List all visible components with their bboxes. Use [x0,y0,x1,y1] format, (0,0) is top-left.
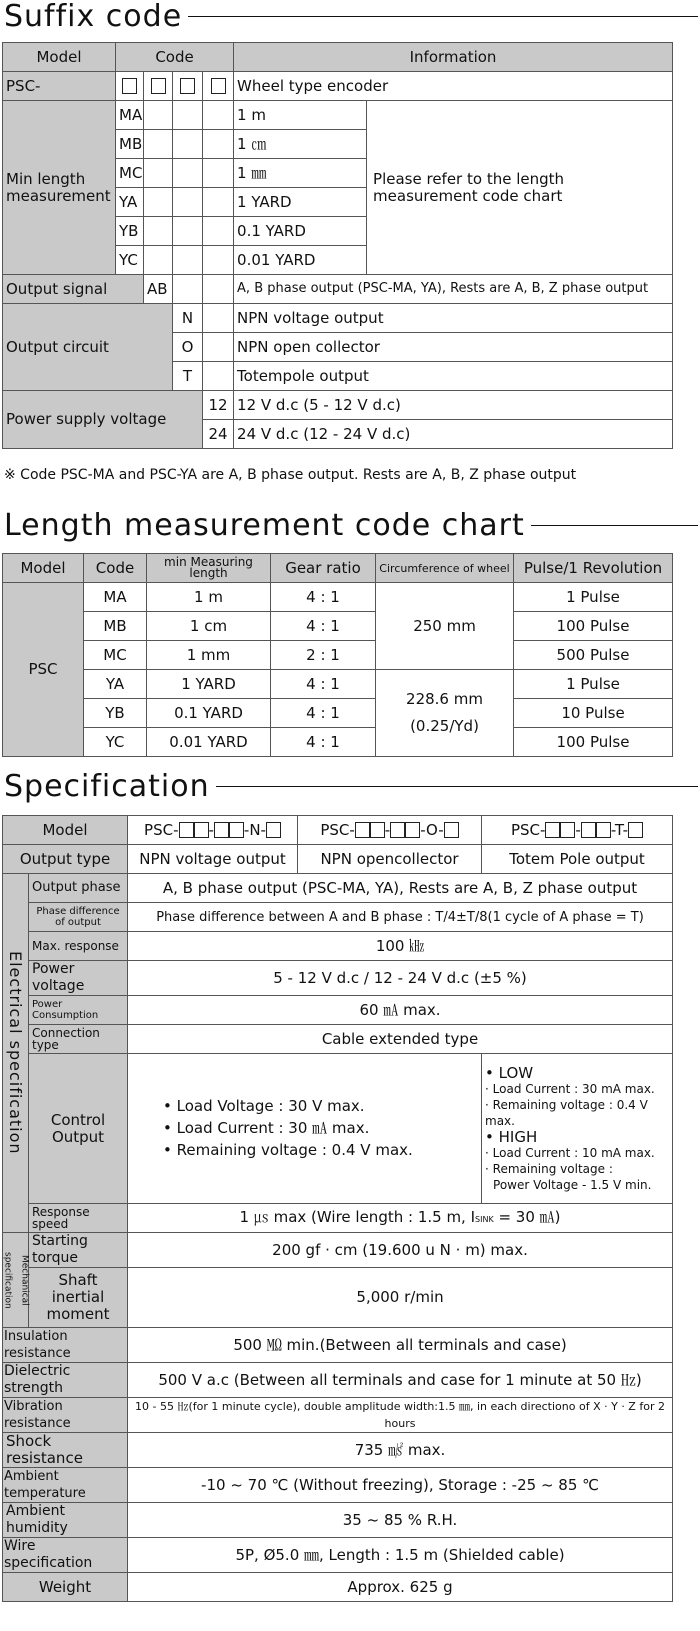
output-type-npn-voltage: NPN voltage output [128,845,298,874]
connection-type-label: Connection type [29,1025,128,1054]
lc-header-code: Code [84,554,147,583]
response-speed-sub: SINK [475,1214,494,1224]
suffix-code-heading [0,0,700,32]
length-chart-table [2,553,673,757]
code-n: N [173,304,203,333]
suffix-header-row [3,43,673,72]
lc-gear: 4 : 1 [271,612,376,641]
lc-code: YB [84,699,147,728]
value-ma: 1 m [234,101,367,130]
starting-torque-value: 200 gf · cm (19.600 u N · m) max. [128,1233,673,1268]
value-n: NPN voltage output [234,304,673,333]
insulation-value: 500 ㏁ min.(Between all terminals and case) [128,1328,673,1363]
lc-header-length: min Measuring length [147,554,271,583]
code-box [596,822,611,838]
totem-line: · Load Current : 10 mA max. [485,1145,655,1160]
totem-line: • HIGH [485,1127,538,1146]
value-24: 24 V d.c (12 - 24 V d.c) [234,420,673,449]
shaft-label-1: Shaft inertial [51,1271,105,1306]
lc-gear: 4 : 1 [271,728,376,757]
shaft-inertial-value: 5,000 r/min [128,1268,673,1328]
lc-pulse: 10 Pulse [514,699,673,728]
lc-length: 1 m [147,583,271,612]
psc-row [3,72,673,101]
totem-line: · Remaining voltage : 0.4 V max. [485,1097,648,1128]
code-ya: YA [116,188,144,217]
spec-model-label: Model [3,816,128,845]
connection-type-value: Cable extended type [128,1025,673,1054]
control-output-label [29,1054,128,1204]
lc-code: YA [84,670,147,699]
value-mc: 1 ㎜ [234,159,367,188]
output-circuit-label: Output circuit [3,304,173,391]
code-yb: YB [116,217,144,246]
lc-length: 0.01 YARD [147,728,271,757]
insulation-label: Insulation resistance [3,1328,128,1363]
min-length-note: Please refer to the length measurement code chart [367,101,673,275]
lc-length: 1 YARD [147,670,271,699]
value-12: 12 V d.c (5 - 12 V d.c) [234,391,673,420]
heading-rule [188,16,698,17]
ambient-temp-value: -10 ~ 70 ℃ (Without freezing), Storage : -25 ~ 85 ℃ [128,1468,673,1503]
ambient-temp-label: Ambient temperature [3,1468,128,1503]
code-box [390,822,405,838]
length-chart-heading [0,507,700,543]
power-voltage-label: Power voltage [29,961,128,996]
code-24: 24 [203,420,234,449]
output-phase-value: A, B phase output (PSC-MA, YA), Rests are A, B, Z phase output [128,874,673,903]
lc-pulse: 100 Pulse [514,612,673,641]
length-chart-title: Length measurement code chart [4,507,525,543]
code-box [370,822,385,838]
totem-line: · Load Current : 30 mA max. [485,1081,655,1096]
code-box [211,78,226,94]
vibration-label: Vibration resistance [3,1398,128,1433]
code-12: 12 [203,391,234,420]
lc-length: 1 mm [147,641,271,670]
output-signal-info: A, B phase output (PSC-MA, YA), Rests are A, B, Z phase output [234,275,673,304]
heading-rule [216,786,698,787]
response-speed-label: Response speed [29,1204,128,1233]
suffix-code-title: Suffix code [4,0,183,34]
totem-line: Power Voltage - 1.5 V min. [493,1177,652,1192]
model-prefix: PSC- [144,820,179,839]
mechanical-spec-label: Mechanical specification [3,1233,29,1328]
code-box [560,822,575,838]
phase-diff-value: Phase difference between A and B phase : T/4±T/8(1 cycle of A phase = T) [128,903,673,932]
wire-spec-value: 5P, Ø5.0 ㎜, Length : 1.5 m (Shielded cable) [128,1538,673,1573]
lc-pulse: 1 Pulse [514,670,673,699]
specification-title: Specification [4,768,210,804]
model-suffix: -T- [610,820,629,839]
header-code: Code [116,43,234,72]
code-ab: AB [144,275,173,304]
lc-circ-yard-mm: 228.6 mm [406,690,483,708]
power-voltage-value: 5 - 12 V d.c / 12 - 24 V d.c (±5 %) [128,961,673,996]
code-o: O [173,333,203,362]
code-box [179,822,194,838]
heading-rule [531,525,698,526]
ambient-humidity-value: 35 ~ 85 % R.H. [128,1503,673,1538]
header-model: Model [3,43,116,72]
phase-diff-label-2: of output [55,917,101,928]
output-type-label: Output type [3,845,128,874]
output-type-totem: Totem Pole output [482,845,673,874]
lc-pulse: 1 Pulse [514,583,673,612]
code-box [214,822,229,838]
value-yb: 0.1 YARD [234,217,367,246]
output-phase-label: Output phase [29,874,128,903]
output-signal-label: Output signal [3,275,144,304]
lc-code: MB [84,612,147,641]
lc-code: YC [84,728,147,757]
model-prefix: PSC- [320,820,355,839]
value-ya: 1 YARD [234,188,367,217]
code-box [229,822,244,838]
power-consumption-value: 60 ㎃ max. [128,996,673,1025]
vibration-value: 10 - 55 ㎐(for 1 minute cycle), double amplitude width:1.5 ㎜, in each directiono of X · Y · Z for 2 hours [128,1398,673,1433]
code-box [194,822,209,838]
value-t: Totempole output [234,362,673,391]
max-response-label: Max. response [29,932,128,961]
code-box [151,78,166,94]
power-consumption-label: Power Consumption [29,996,128,1025]
lc-gear: 2 : 1 [271,641,376,670]
control-item: • Remaining voltage : 0.4 V max. [163,1141,413,1159]
header-information: Information [234,43,673,72]
model-totem-pole: PSC- - -T- [482,816,673,845]
weight-value: Approx. 625 g [128,1573,673,1602]
code-box [355,822,370,838]
control-item: • Load Current : 30 ㎃ max. [163,1119,370,1137]
power-supply-label: Power supply voltage [3,391,203,449]
value-yc: 0.01 YARD [234,246,367,275]
code-box [444,822,459,838]
suffix-code-table [2,42,673,449]
code-ma: MA [116,101,144,130]
control-output-totem [482,1054,673,1204]
control-item: • Load Voltage : 30 V max. [163,1097,365,1115]
code-yc: YC [116,246,144,275]
wire-spec-label: Wire specification [3,1538,128,1573]
code-box [628,822,643,838]
shock-label: Shock resistance [3,1433,128,1468]
phase-diff-label [29,903,128,932]
lc-pulse: 100 Pulse [514,728,673,757]
response-speed-text: 1 ㎲ max (Wire length : 1.5 m, I [239,1207,476,1226]
phase-diff-label-1: Phase difference [36,906,120,917]
shaft-inertial-label [29,1268,128,1328]
starting-torque-label: Starting torque [29,1233,128,1268]
code-mc: MC [116,159,144,188]
lc-header-circumference: Circumference of wheel [376,554,514,583]
value-o: NPN open collector [234,333,673,362]
lc-code: MA [84,583,147,612]
ambient-humidity-label: Ambient humidity [3,1503,128,1538]
lc-length: 1 cm [147,612,271,641]
lc-gear: 4 : 1 [271,670,376,699]
output-type-npn-opencollector: NPN opencollector [298,845,482,874]
model-npn-opencollector: PSC- - -O- [298,816,482,845]
control-output-npn [128,1054,482,1204]
lc-header-model: Model [3,554,84,583]
model-prefix: PSC- [510,820,546,839]
min-length-label: Min length measurement [3,101,116,275]
model-npn-voltage: PSC- - -N- [128,816,298,845]
code-mb: MB [116,130,144,159]
psc-info: Wheel type encoder [234,72,673,101]
lc-header-gear: Gear ratio [271,554,376,583]
control-label-2: Output [51,1127,105,1146]
lc-pulse: 500 Pulse [514,641,673,670]
code-box [581,822,596,838]
code-box [122,78,137,94]
code-box [266,822,281,838]
lc-gear: 4 : 1 [271,583,376,612]
lc-gear: 4 : 1 [271,699,376,728]
max-response-value: 100 ㎑ [128,932,673,961]
specification-heading [0,768,700,804]
code-box [405,822,420,838]
electrical-spec-label: Electrical specification [3,874,29,1233]
code-box [545,822,560,838]
code-t: T [173,362,203,391]
response-speed-value [128,1204,673,1233]
lc-length: 0.1 YARD [147,699,271,728]
shock-value: 735 ㎨ max. [128,1433,673,1468]
model-suffix: -O- [420,820,444,839]
lc-circumference-m: 250 mm [376,583,514,670]
lc-circumference-yard [376,670,514,757]
response-speed-text-2: = 30 ㎃) [493,1207,561,1226]
specification-table [2,815,673,1602]
weight-label: Weight [3,1573,128,1602]
code-box [180,78,195,94]
lc-code: MC [84,641,147,670]
dielectric-value: 500 V a.c (Between all terminals and case for 1 minute at 50 ㎐) [128,1363,673,1398]
value-mb: 1 ㎝ [234,130,367,159]
model-suffix: -N- [243,820,266,839]
dielectric-label: Dielectric strength [3,1363,128,1398]
control-label-1: Control [50,1110,106,1129]
totem-line: • LOW [485,1063,534,1082]
psc-model: PSC- [3,72,116,101]
totem-line: · Remaining voltage : [485,1161,613,1176]
suffix-footnote: ※ Code PSC-MA and PSC-YA are A, B phase output. Rests are A, B, Z phase output [4,467,577,483]
shaft-label-2: moment [46,1305,110,1323]
lc-header-pulse: Pulse/1 Revolution [514,554,673,583]
lc-model: PSC [3,583,84,757]
lc-circ-yard-yd: (0.25/Yd) [410,717,479,735]
